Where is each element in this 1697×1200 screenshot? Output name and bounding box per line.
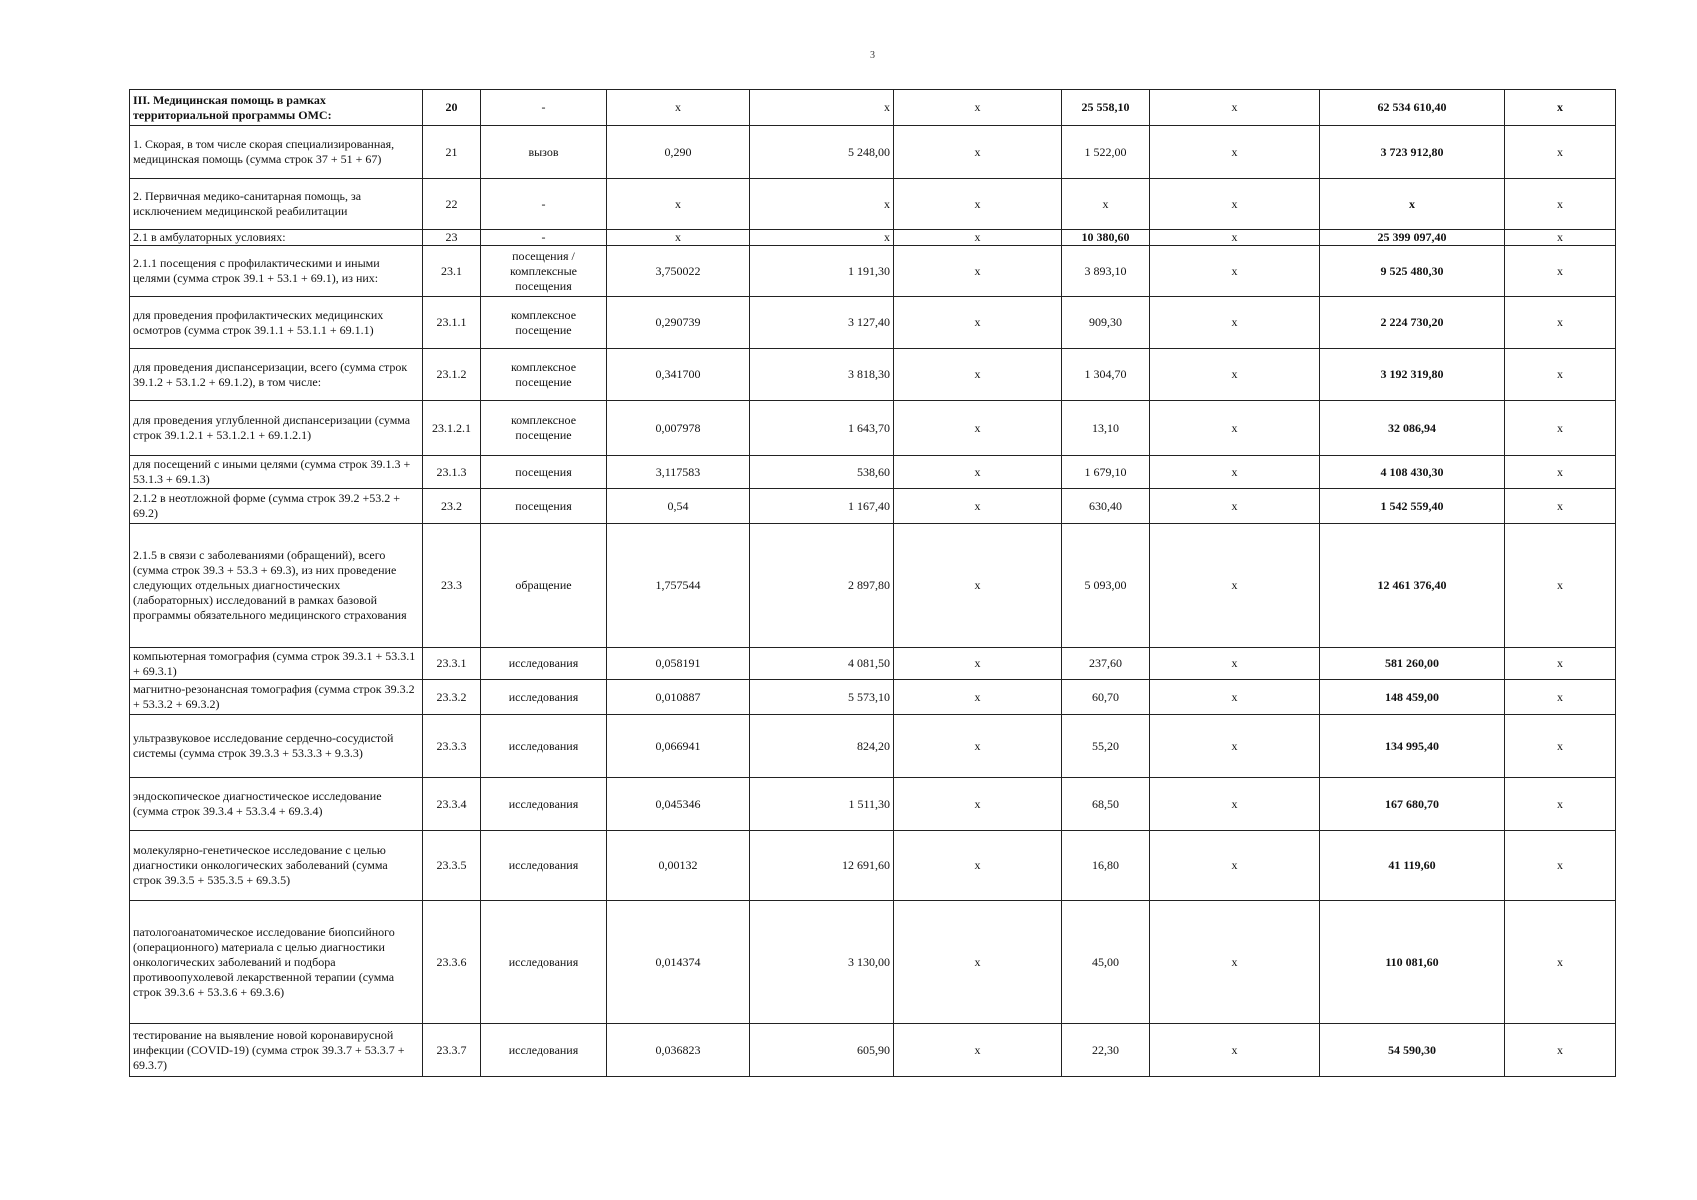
row-col8: x: [1150, 126, 1320, 179]
row-cost: 5 573,10: [750, 680, 894, 715]
row-unit: исследования: [481, 831, 607, 901]
row-norm: 0,00132: [607, 831, 750, 901]
row-col6: x: [894, 246, 1062, 297]
row-code: 21: [423, 126, 481, 179]
row-col8: x: [1150, 648, 1320, 680]
row-cost: x: [750, 230, 894, 246]
row-col6: x: [894, 778, 1062, 831]
row-total: 12 461 376,40: [1320, 524, 1505, 648]
row-cost: 1 643,70: [750, 401, 894, 456]
row-code: 23.1.3: [423, 456, 481, 489]
row-total: 25 399 097,40: [1320, 230, 1505, 246]
row-col8: x: [1150, 90, 1320, 126]
row-unit: обращение: [481, 524, 607, 648]
row-col6: x: [894, 126, 1062, 179]
row-col8: x: [1150, 456, 1320, 489]
row-col10: x: [1505, 1024, 1616, 1077]
row-col6: x: [894, 349, 1062, 401]
row-col6: x: [894, 831, 1062, 901]
row-col8: x: [1150, 489, 1320, 524]
row-col8: x: [1150, 715, 1320, 778]
row-norm: 0,290739: [607, 297, 750, 349]
row-col6: x: [894, 648, 1062, 680]
row-col7: 1 304,70: [1062, 349, 1150, 401]
row-col7: 22,30: [1062, 1024, 1150, 1077]
row-total: 3 723 912,80: [1320, 126, 1505, 179]
row-col8: x: [1150, 901, 1320, 1024]
row-col6: x: [894, 90, 1062, 126]
row-unit: исследования: [481, 1024, 607, 1077]
row-col6: x: [894, 456, 1062, 489]
row-name: 2.1 в амбулаторных условиях:: [130, 230, 423, 246]
page-number: 3: [870, 50, 875, 61]
row-code: 23.3.2: [423, 680, 481, 715]
row-col8: x: [1150, 401, 1320, 456]
row-col7: 630,40: [1062, 489, 1150, 524]
row-cost: 1 191,30: [750, 246, 894, 297]
row-col6: x: [894, 179, 1062, 230]
row-col6: x: [894, 524, 1062, 648]
table-row: [130, 179, 1616, 230]
row-code: 23.3.5: [423, 831, 481, 901]
row-norm: 1,757544: [607, 524, 750, 648]
row-total: 4 108 430,30: [1320, 456, 1505, 489]
row-code: 20: [423, 90, 481, 126]
row-unit: исследования: [481, 778, 607, 831]
row-name: 2.1.5 в связи с заболеваниями (обращений), всего (сумма строк 39.3 + 53.3 + 69.3), из них проведение следующих отдельных диагностических (лабораторных) исследований в рамках базовой программы обязательного медицинского страхования: [130, 524, 423, 648]
row-col6: x: [894, 901, 1062, 1024]
row-code: 23.1.2: [423, 349, 481, 401]
row-total: x: [1320, 179, 1505, 230]
row-norm: 0,341700: [607, 349, 750, 401]
row-cost: 3 130,00: [750, 901, 894, 1024]
row-col6: x: [894, 1024, 1062, 1077]
row-col8: x: [1150, 297, 1320, 349]
row-total: 148 459,00: [1320, 680, 1505, 715]
row-col10: x: [1505, 489, 1616, 524]
row-col8: x: [1150, 349, 1320, 401]
row-cost: x: [750, 90, 894, 126]
row-col7: 25 558,10: [1062, 90, 1150, 126]
row-col7: 55,20: [1062, 715, 1150, 778]
row-total: 2 224 730,20: [1320, 297, 1505, 349]
row-col10: x: [1505, 456, 1616, 489]
row-col8: x: [1150, 179, 1320, 230]
row-col10: x: [1505, 230, 1616, 246]
row-name: 2. Первичная медико-санитарная помощь, за исключением медицинской реабилитации: [130, 179, 423, 230]
row-col7: 237,60: [1062, 648, 1150, 680]
table-row: [130, 349, 1616, 401]
row-col7: 5 093,00: [1062, 524, 1150, 648]
row-col7: 909,30: [1062, 297, 1150, 349]
row-name: 1. Скорая, в том числе скорая специализированная, медицинская помощь (сумма строк 37 + 51 + 67): [130, 126, 423, 179]
row-code: 23.3.7: [423, 1024, 481, 1077]
row-name: для посещений с иными целями (сумма строк 39.1.3 + 53.1.3 + 69.1.3): [130, 456, 423, 489]
row-unit: -: [481, 179, 607, 230]
row-cost: 5 248,00: [750, 126, 894, 179]
row-col8: x: [1150, 778, 1320, 831]
row-code: 23: [423, 230, 481, 246]
table-row: [130, 715, 1616, 778]
row-code: 23.3: [423, 524, 481, 648]
row-col7: 60,70: [1062, 680, 1150, 715]
row-unit: комплексное посещение: [481, 297, 607, 349]
row-code: 23.3.4: [423, 778, 481, 831]
row-col7: 68,50: [1062, 778, 1150, 831]
row-col10: x: [1505, 831, 1616, 901]
row-name: ультразвуковое исследование сердечно-сосудистой системы (сумма строк 39.3.3 + 53.3.3 + 9.3.3): [130, 715, 423, 778]
row-name: тестирование на выявление новой коронавирусной инфекции (COVID-19) (сумма строк 39.3.7 + 53.3.7 + 69.3.7): [130, 1024, 423, 1077]
row-code: 23.3.3: [423, 715, 481, 778]
row-total: 1 542 559,40: [1320, 489, 1505, 524]
row-total: 134 995,40: [1320, 715, 1505, 778]
row-col10: x: [1505, 126, 1616, 179]
financial-table: [129, 89, 1616, 1077]
row-col6: x: [894, 401, 1062, 456]
row-cost: 3 127,40: [750, 297, 894, 349]
row-col10: x: [1505, 901, 1616, 1024]
table-row: [130, 648, 1616, 680]
row-col8: x: [1150, 1024, 1320, 1077]
row-name: молекулярно-генетическое исследование с целью диагностики онкологических заболеваний (сумма строк 39.3.5 + 535.3.5 + 69.3.5): [130, 831, 423, 901]
row-col10: x: [1505, 778, 1616, 831]
table-row: [130, 680, 1616, 715]
row-norm: 0,066941: [607, 715, 750, 778]
table-row: [130, 901, 1616, 1024]
row-col10: x: [1505, 680, 1616, 715]
row-col8: x: [1150, 831, 1320, 901]
row-total: 41 119,60: [1320, 831, 1505, 901]
row-unit: посещения: [481, 489, 607, 524]
row-cost: 824,20: [750, 715, 894, 778]
row-total: 9 525 480,30: [1320, 246, 1505, 297]
row-col8: x: [1150, 524, 1320, 648]
row-unit: -: [481, 230, 607, 246]
row-col10: x: [1505, 524, 1616, 648]
row-name: магнитно-резонансная томография (сумма строк 39.3.2 + 53.3.2 + 69.3.2): [130, 680, 423, 715]
row-col10: x: [1505, 349, 1616, 401]
row-name: III. Медицинская помощь в рамках территориальной программы ОМС:: [130, 90, 423, 126]
row-col10: x: [1505, 179, 1616, 230]
row-norm: 3,750022: [607, 246, 750, 297]
row-unit: исследования: [481, 648, 607, 680]
row-name: компьютерная томография (сумма строк 39.3.1 + 53.3.1 + 69.3.1): [130, 648, 423, 680]
row-code: 23.3.6: [423, 901, 481, 1024]
table-row: [130, 778, 1616, 831]
row-norm: 0,014374: [607, 901, 750, 1024]
row-col6: x: [894, 715, 1062, 778]
table-row: [130, 230, 1616, 246]
row-col10: x: [1505, 90, 1616, 126]
row-unit: исследования: [481, 680, 607, 715]
row-norm: 0,007978: [607, 401, 750, 456]
row-col7: 10 380,60: [1062, 230, 1150, 246]
row-col10: x: [1505, 246, 1616, 297]
row-col6: x: [894, 680, 1062, 715]
row-cost: 605,90: [750, 1024, 894, 1077]
row-unit: посещения / комплексные посещения: [481, 246, 607, 297]
row-unit: -: [481, 90, 607, 126]
row-name: эндоскопическое диагностическое исследование (сумма строк 39.3.4 + 53.3.4 + 69.3.4): [130, 778, 423, 831]
table-row: [130, 524, 1616, 648]
row-col10: x: [1505, 648, 1616, 680]
table-row: [130, 126, 1616, 179]
row-unit: вызов: [481, 126, 607, 179]
row-norm: 0,010887: [607, 680, 750, 715]
row-col10: x: [1505, 297, 1616, 349]
row-code: 23.1.1: [423, 297, 481, 349]
row-col7: 45,00: [1062, 901, 1150, 1024]
row-name: для проведения углубленной диспансеризации (сумма строк 39.1.2.1 + 53.1.2.1 + 69.1.2.1): [130, 401, 423, 456]
row-col10: x: [1505, 401, 1616, 456]
row-norm: 0,54: [607, 489, 750, 524]
row-code: 23.1.2.1: [423, 401, 481, 456]
table-row: [130, 456, 1616, 489]
row-cost: 3 818,30: [750, 349, 894, 401]
row-name: для проведения диспансеризации, всего (сумма строк 39.1.2 + 53.1.2 + 69.1.2), в том числе:: [130, 349, 423, 401]
row-code: 23.2: [423, 489, 481, 524]
row-cost: 1 511,30: [750, 778, 894, 831]
row-unit: комплексное посещение: [481, 401, 607, 456]
row-total: 62 534 610,40: [1320, 90, 1505, 126]
row-col6: x: [894, 297, 1062, 349]
row-unit: исследования: [481, 715, 607, 778]
row-norm: 0,036823: [607, 1024, 750, 1077]
row-col6: x: [894, 489, 1062, 524]
row-total: 581 260,00: [1320, 648, 1505, 680]
row-col8: x: [1150, 246, 1320, 297]
table-row: [130, 401, 1616, 456]
row-norm: 0,290: [607, 126, 750, 179]
row-norm: x: [607, 90, 750, 126]
row-total: 3 192 319,80: [1320, 349, 1505, 401]
row-col10: x: [1505, 715, 1616, 778]
row-col7: 1 522,00: [1062, 126, 1150, 179]
table-row: [130, 1024, 1616, 1077]
row-cost: 1 167,40: [750, 489, 894, 524]
row-total: 54 590,30: [1320, 1024, 1505, 1077]
row-norm: x: [607, 230, 750, 246]
row-col6: x: [894, 230, 1062, 246]
table-row: [130, 297, 1616, 349]
row-code: 22: [423, 179, 481, 230]
row-norm: 0,058191: [607, 648, 750, 680]
row-col7: x: [1062, 179, 1150, 230]
row-unit: исследования: [481, 901, 607, 1024]
row-norm: 0,045346: [607, 778, 750, 831]
row-name: патологоанатомическое исследование биопсийного (операционного) материала с целью диагностики онкологических заболеваний и подбора противоопухолевой лекарственной терапии (сумма строк 39.3.6 + 53.3.6 + 69.3.6): [130, 901, 423, 1024]
row-code: 23.1: [423, 246, 481, 297]
table-row: [130, 489, 1616, 524]
row-col7: 16,80: [1062, 831, 1150, 901]
row-cost: 2 897,80: [750, 524, 894, 648]
row-name: 2.1.2 в неотложной форме (сумма строк 39.2 +53.2 + 69.2): [130, 489, 423, 524]
row-cost: 4 081,50: [750, 648, 894, 680]
row-total: 167 680,70: [1320, 778, 1505, 831]
row-col7: 1 679,10: [1062, 456, 1150, 489]
table-row: [130, 246, 1616, 297]
row-col7: 13,10: [1062, 401, 1150, 456]
row-code: 23.3.1: [423, 648, 481, 680]
row-col8: x: [1150, 680, 1320, 715]
row-name: 2.1.1 посещения с профилактическими и иными целями (сумма строк 39.1 + 53.1 + 69.1), из них:: [130, 246, 423, 297]
row-norm: x: [607, 179, 750, 230]
row-col7: 3 893,10: [1062, 246, 1150, 297]
row-unit: посещения: [481, 456, 607, 489]
row-cost: x: [750, 179, 894, 230]
table-row: [130, 831, 1616, 901]
row-unit: комплексное посещение: [481, 349, 607, 401]
row-norm: 3,117583: [607, 456, 750, 489]
row-total: 32 086,94: [1320, 401, 1505, 456]
row-name: для проведения профилактических медицинских осмотров (сумма строк 39.1.1 + 53.1.1 + 69.1.1): [130, 297, 423, 349]
row-cost: 538,60: [750, 456, 894, 489]
row-col8: x: [1150, 230, 1320, 246]
row-total: 110 081,60: [1320, 901, 1505, 1024]
table-row: [130, 90, 1616, 126]
row-cost: 12 691,60: [750, 831, 894, 901]
